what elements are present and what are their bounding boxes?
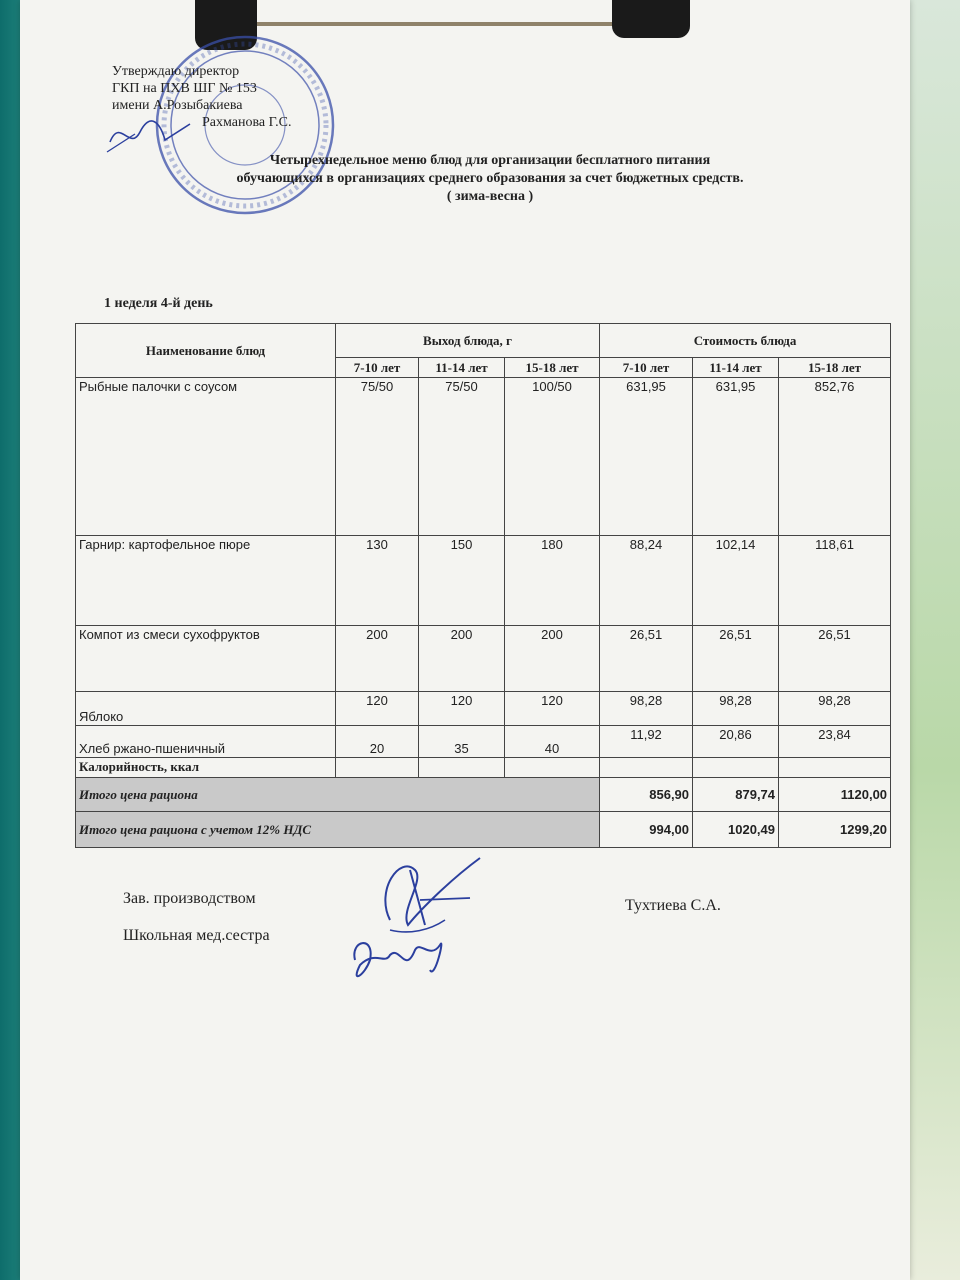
- calories-cell: [419, 758, 505, 778]
- header-output-age-7-10: 7-10 лет: [336, 358, 419, 378]
- cost-value: 102,14: [693, 536, 779, 626]
- week-day-label: 1 неделя 4-й день: [104, 296, 213, 311]
- calories-label: Калорийность, ккал: [76, 758, 336, 778]
- table-row: [76, 536, 891, 626]
- approval-line-2: ГКП на ПХВ ШГ № 153: [112, 81, 257, 96]
- cost-value: 88,24: [600, 536, 693, 626]
- cost-value: 26,51: [693, 626, 779, 692]
- cost-value: 852,76: [779, 378, 891, 536]
- dish-name: Хлеб ржано-пшеничный: [76, 726, 336, 758]
- cost-value: 26,51: [600, 626, 693, 692]
- total-vat-value: 1299,20: [779, 812, 891, 848]
- output-value: 75/50: [419, 378, 505, 536]
- table-row: [76, 726, 891, 758]
- total-row: [76, 778, 891, 812]
- output-value: 200: [505, 626, 600, 692]
- output-value: 150: [419, 536, 505, 626]
- cost-value: 98,28: [693, 692, 779, 726]
- cost-value: 631,95: [600, 378, 693, 536]
- document-title: [160, 152, 820, 206]
- total-vat-value: 1020,49: [693, 812, 779, 848]
- cost-value: 11,92: [600, 726, 693, 758]
- cost-value: 20,86: [693, 726, 779, 758]
- output-value: 35: [419, 726, 505, 758]
- cost-value: 631,95: [693, 378, 779, 536]
- dish-name: Компот из смеси сухофруктов: [76, 626, 336, 692]
- table-row: [76, 626, 891, 692]
- output-value: 180: [505, 536, 600, 626]
- total-label: Итого цена рациона: [76, 778, 600, 812]
- cost-value: 98,28: [600, 692, 693, 726]
- total-vat-value: 994,00: [600, 812, 693, 848]
- total-vat-label: Итого цена рациона с учетом 12% НДС: [76, 812, 600, 848]
- calories-cell: [693, 758, 779, 778]
- production-head-label: Зав. производством: [123, 890, 256, 907]
- table-row: [76, 692, 891, 726]
- approval-line-1: Утверждаю директор: [112, 64, 240, 79]
- nurse-label: Школьная мед.сестра: [123, 927, 270, 944]
- calories-cell: [336, 758, 419, 778]
- calories-cell: [779, 758, 891, 778]
- header-cost-age-11-14: 11-14 лет: [693, 358, 779, 378]
- clipboard-clip-right: [612, 0, 690, 38]
- header-dish-name: Наименование блюд: [76, 324, 336, 378]
- output-value: 20: [336, 726, 419, 758]
- header-cost-age-7-10: 7-10 лет: [600, 358, 693, 378]
- calories-row: [76, 758, 891, 778]
- output-value: 120: [505, 692, 600, 726]
- menu-table: [75, 323, 891, 848]
- output-value: 75/50: [336, 378, 419, 536]
- signatory-name: Тухтиева С.А.: [625, 897, 721, 914]
- output-value: 100/50: [505, 378, 600, 536]
- cost-value: 26,51: [779, 626, 891, 692]
- output-value: 120: [419, 692, 505, 726]
- header-output-age-15-18: 15-18 лет: [505, 358, 600, 378]
- output-value: 200: [336, 626, 419, 692]
- dish-name: Яблоко: [76, 692, 336, 726]
- table-row: [76, 378, 891, 536]
- cost-value: 118,61: [779, 536, 891, 626]
- calories-cell: [505, 758, 600, 778]
- output-value: 200: [419, 626, 505, 692]
- total-vat-row: [76, 812, 891, 848]
- director-signature: [105, 112, 195, 157]
- cost-value: 98,28: [779, 692, 891, 726]
- cost-value: 23,84: [779, 726, 891, 758]
- title-line-3: ( зима-весна ): [446, 189, 534, 204]
- title-line-1: Четырехнедельное меню блюд для организации бесплатного питания: [269, 153, 711, 168]
- output-value: 40: [505, 726, 600, 758]
- approval-line-4: Рахманова Г.С.: [202, 115, 292, 130]
- total-value: 879,74: [693, 778, 779, 812]
- title-line-2: обучающихся в организациях среднего образования за счет бюджетных средств.: [236, 171, 744, 186]
- approval-line-3: имени А.Розыбакиева: [112, 98, 243, 113]
- header-cost: Стоимость блюда: [600, 324, 891, 358]
- header-output-age-11-14: 11-14 лет: [419, 358, 505, 378]
- header-cost-age-15-18: 15-18 лет: [779, 358, 891, 378]
- dish-name: Гарнир: картофельное пюре: [76, 536, 336, 626]
- calories-cell: [600, 758, 693, 778]
- output-value: 130: [336, 536, 419, 626]
- output-value: 120: [336, 692, 419, 726]
- dish-name: Рыбные палочки с соусом: [76, 378, 336, 536]
- total-value: 1120,00: [779, 778, 891, 812]
- total-value: 856,90: [600, 778, 693, 812]
- handwritten-signature: [330, 850, 500, 990]
- header-output: Выход блюда, г: [336, 324, 600, 358]
